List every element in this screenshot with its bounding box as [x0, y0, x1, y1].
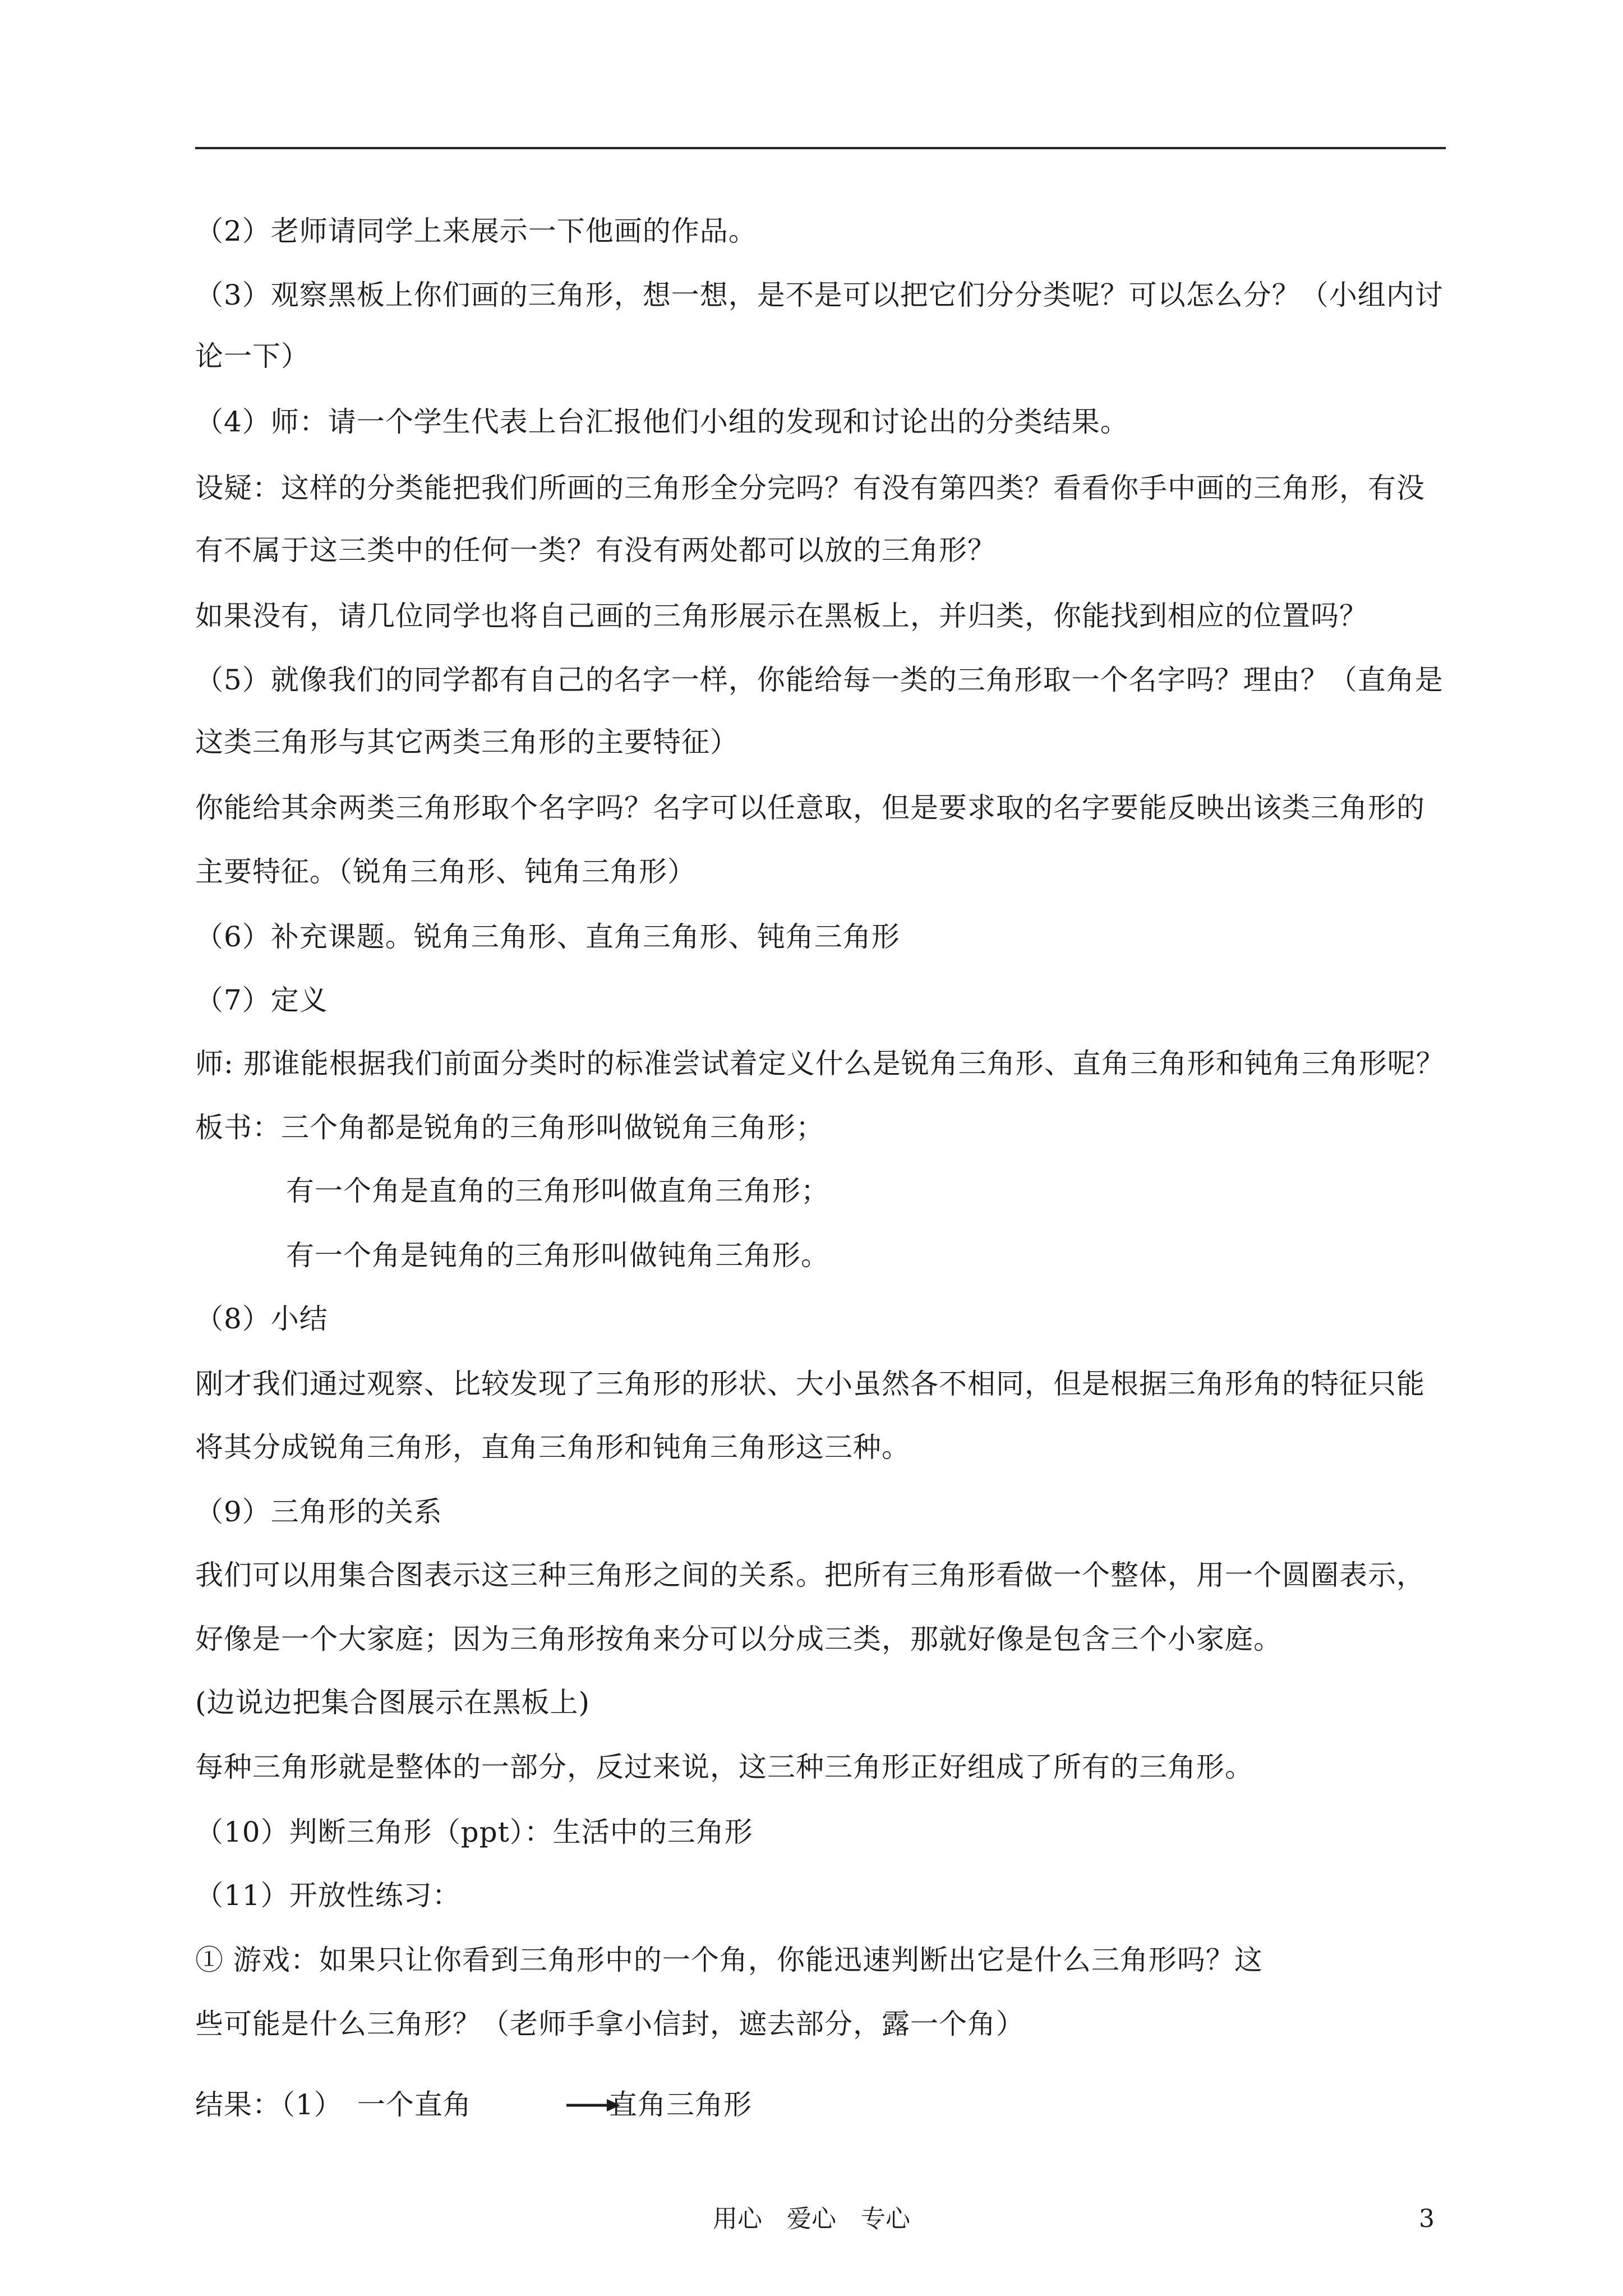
text-line: （8）小结: [195, 1303, 328, 1335]
text-line: （5）就像我们的同学都有自己的名字一样，你能给每一类的三角形取一个名字吗？理由？（直角是: [195, 664, 1444, 696]
header-rule: [195, 147, 1446, 149]
text-line: （7）定义: [195, 984, 328, 1016]
text-line: (边说边把集合图展示在黑板上): [195, 1686, 591, 1719]
text-line: 刚才我们通过观察、比较发现了三角形的形状、大小虽然各不相同，但是根据三角形角的特征只能: [195, 1368, 1425, 1400]
text-line: 师: 那谁能根据我们前面分类时的标准尝试着定义什么是锐角三角形、直角三角形和钝角三角形呢？: [195, 1047, 1445, 1080]
text-line: 如果没有，请几位同学也将自己画的三角形展示在黑板上，并归类，你能找到相应的位置吗？: [195, 600, 1368, 632]
text-line: （10）判断三角形（ppt）：生活中的三角形: [195, 1816, 753, 1848]
text-line: ① 游戏：如果只让你看到三角形中的一个角，你能迅速判断出它是什么三角形吗？这: [195, 1944, 1263, 1976]
text-line: 这类三角形与其它两类三角形的主要特征）: [195, 726, 739, 758]
result-prefix: 结果：（1） 一个直角: [195, 2088, 472, 2121]
text-line: 你能给其余两类三角形取个名字吗？名字可以任意取，但是要求取的名字要能反映出该类三角形的: [195, 792, 1425, 824]
text-line: （3）观察黑板上你们画的三角形，想一想，是不是可以把它们分分类呢？可以怎么分？（小组内讨: [195, 279, 1444, 311]
page-number: 3: [1419, 2205, 1435, 2233]
text-line: （4）师：请一个学生代表上台汇报他们小组的发现和讨论出的分类结果。: [195, 406, 1129, 438]
text-line: 些可能是什么三角形？（老师手拿小信封，遮去部分，露一个角）: [195, 2008, 1025, 2040]
text-line: 每种三角形就是整体的一部分，反过来说，这三种三角形正好组成了所有的三角形。: [195, 1751, 1253, 1783]
text-line: 主要特征。（锐角三角形、钝角三角形）: [195, 855, 696, 888]
text-line: 将其分成锐角三角形，直角三角形和钝角三角形这三种。: [195, 1431, 910, 1464]
text-line: 我们可以用集合图表示这三种三角形之间的关系。把所有三角形看做一个整体，用一个圆圈表示，: [195, 1559, 1425, 1591]
text-line: （9）三角形的关系: [195, 1496, 442, 1528]
text-line: 有一个角是直角的三角形叫做直角三角形；: [286, 1175, 829, 1207]
text-line: （2）老师请同学上来展示一下他画的作品。: [195, 215, 757, 247]
text-line: 有不属于这三类中的任何一类？有没有两处都可以放的三角形？: [195, 534, 996, 567]
text-line: 论一下）: [195, 340, 310, 372]
result-target: 直角三角形: [609, 2088, 752, 2121]
text-line: 好像是一个大家庭；因为三角形按角来分可以分成三类，那就好像是包含三个小家庭。: [195, 1623, 1282, 1655]
footer-motto: 用心 爱心 专心: [713, 2205, 910, 2233]
text-line: 板书：三个角都是锐角的三角形叫做锐角三角形；: [195, 1111, 824, 1144]
text-line: 设疑：这样的分类能把我们所画的三角形全分完吗？有没有第四类？看看你手中画的三角形，有没: [195, 472, 1425, 504]
text-line: （6）补充课题。锐角三角形、直角三角形、钝角三角形: [195, 921, 900, 953]
text-line: 有一个角是钝角的三角形叫做钝角三角形。: [286, 1239, 829, 1272]
text-line: （11）开放性练习：: [195, 1879, 461, 1912]
